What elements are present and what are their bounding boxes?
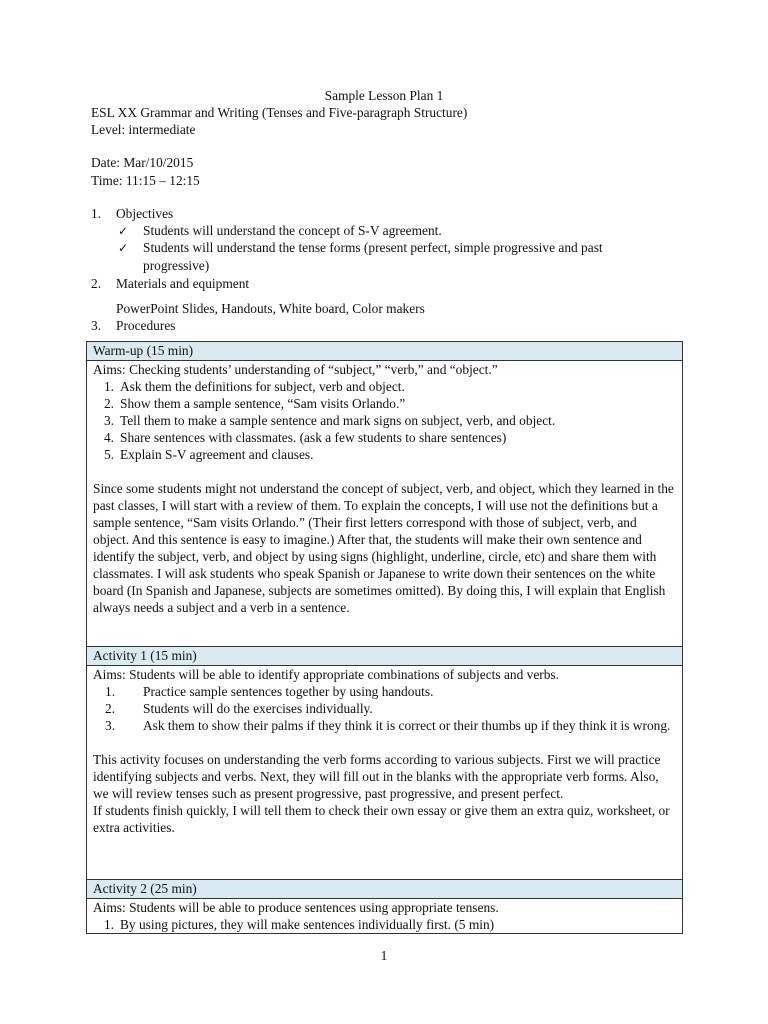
checkmark-icon: ✓	[118, 241, 129, 255]
outline-item-materials	[91, 275, 250, 292]
list-item	[93, 700, 676, 717]
list-item	[93, 717, 676, 734]
objective-text: Students will understand the tense forms (present perfect, simple progressive and past	[143, 240, 603, 255]
list-item	[93, 429, 676, 446]
activity1-paragraph: This activity focuses on understanding the verb forms according to various subjects. First we will practice identifying subjects and verbs. Next, they will fill out in the blanks with the appropriate verb forms. Also, we will review tenses such as present progressive, past progressive, and present perfect.	[93, 752, 661, 801]
outline-label: Procedures	[116, 318, 176, 333]
step-number: 1.	[105, 684, 116, 699]
step-text: Show them a sample sentence, “Sam visits Orlando.”	[120, 396, 406, 411]
procedures-table	[86, 341, 683, 934]
warmup-aims: Aims: Checking students’ understanding of “subject,” “verb,” and “object.”	[93, 362, 498, 377]
time-line: Time: 11:15 – 12:15	[91, 173, 200, 188]
outline-number: 3.	[91, 318, 102, 333]
step-number: 1.	[103, 917, 114, 932]
activity2-header: Activity 2 (25 min)	[87, 880, 683, 899]
table-row	[87, 361, 683, 647]
objective-text: Students will understand the concept of S-V agreement.	[143, 223, 442, 238]
list-item	[93, 683, 676, 700]
step-number: 4.	[103, 430, 114, 445]
objective-continuation: progressive)	[143, 258, 210, 273]
outline-number: 1.	[91, 206, 102, 221]
outline-item-objectives	[91, 205, 174, 222]
step-number: 2.	[105, 701, 116, 716]
step-number: 5.	[103, 447, 114, 462]
step-text: By using pictures, they will make sentences individually first. (5 min)	[120, 917, 495, 932]
outline-item-procedures	[91, 317, 176, 334]
list-item	[93, 378, 676, 395]
document-title: Sample Lesson Plan 1	[324, 88, 444, 103]
table-row	[87, 342, 683, 361]
activity2-body	[87, 899, 683, 934]
date-line: Date: Mar/10/2015	[91, 155, 194, 170]
step-text: Explain S-V agreement and clauses.	[120, 447, 314, 462]
activity1-aims: Aims: Students will be able to identify appropriate combinations of subjects and verbs.	[93, 667, 559, 682]
step-text: Ask them the definitions for subject, verb and object.	[120, 379, 405, 394]
objective-item	[118, 239, 603, 257]
objective-item	[118, 222, 442, 240]
checkmark-icon: ✓	[118, 224, 129, 238]
activity2-aims: Aims: Students will be able to produce sentences using appropriate tensens.	[93, 900, 499, 915]
table-row	[87, 880, 683, 899]
step-text: Students will do the exercises individually.	[143, 701, 373, 716]
step-text: Ask them to show their palms if they think it is correct or their thumbs up if they think it is wrong.	[143, 718, 671, 733]
activity1-steps	[93, 683, 676, 734]
activity1-paragraph-extra: If students finish quickly, I will tell them to check their own essay or give them an extra quiz, worksheet, or extra activities.	[93, 803, 670, 835]
page-number: 1	[380, 948, 388, 963]
warmup-header: Warm-up (15 min)	[87, 342, 683, 361]
list-item	[93, 412, 676, 429]
outline-number: 2.	[91, 276, 102, 291]
activity1-header: Activity 1 (15 min)	[87, 647, 683, 666]
table-row	[87, 666, 683, 880]
table-row	[87, 647, 683, 666]
materials-text: PowerPoint Slides, Handouts, White board, Color makers	[116, 301, 425, 316]
list-item	[93, 916, 676, 933]
step-text: Tell them to make a sample sentence and mark signs on subject, verb, and object.	[120, 413, 556, 428]
warmup-steps	[93, 378, 676, 463]
step-number: 2.	[103, 396, 114, 411]
table-row	[87, 899, 683, 934]
step-number: 3.	[105, 718, 116, 733]
level-line: Level: intermediate	[91, 122, 196, 137]
outline-label: Materials and equipment	[116, 276, 250, 291]
step-text: Practice sample sentences together by using handouts.	[143, 684, 434, 699]
course-line: ESL XX Grammar and Writing (Tenses and Five-paragraph Structure)	[91, 105, 468, 120]
activity2-steps	[93, 916, 676, 933]
step-number: 3.	[103, 413, 114, 428]
outline-label: Objectives	[116, 206, 174, 221]
step-text: Share sentences with classmates. (ask a few students to share sentences)	[120, 430, 507, 445]
list-item	[93, 395, 676, 412]
list-item	[93, 446, 676, 463]
warmup-paragraph: Since some students might not understand the concept of subject, verb, and object, which they learned in the past classes, I will start with a review of them. To explain the concepts, I will use not the definitions but a sample sentence, “Sam visits Orlando.” (Their first letters correspond with those of subject, verb, and object. And this sentence is easy to imagine.) After that, the students will make their own sentence and identify the subject, verb, and object by using signs (highlight, underline, circle, etc) and share them with classmates. I will ask students who speak Spanish or Japanese to write down their sentences on the white board (In Spanish and Japanese, subjects are sometimes omitted). By doing this, I will explain that English always needs a subject and a verb in a sentence.	[93, 481, 674, 615]
activity1-body	[87, 666, 683, 880]
step-number: 1.	[103, 379, 114, 394]
warmup-body	[87, 361, 683, 647]
